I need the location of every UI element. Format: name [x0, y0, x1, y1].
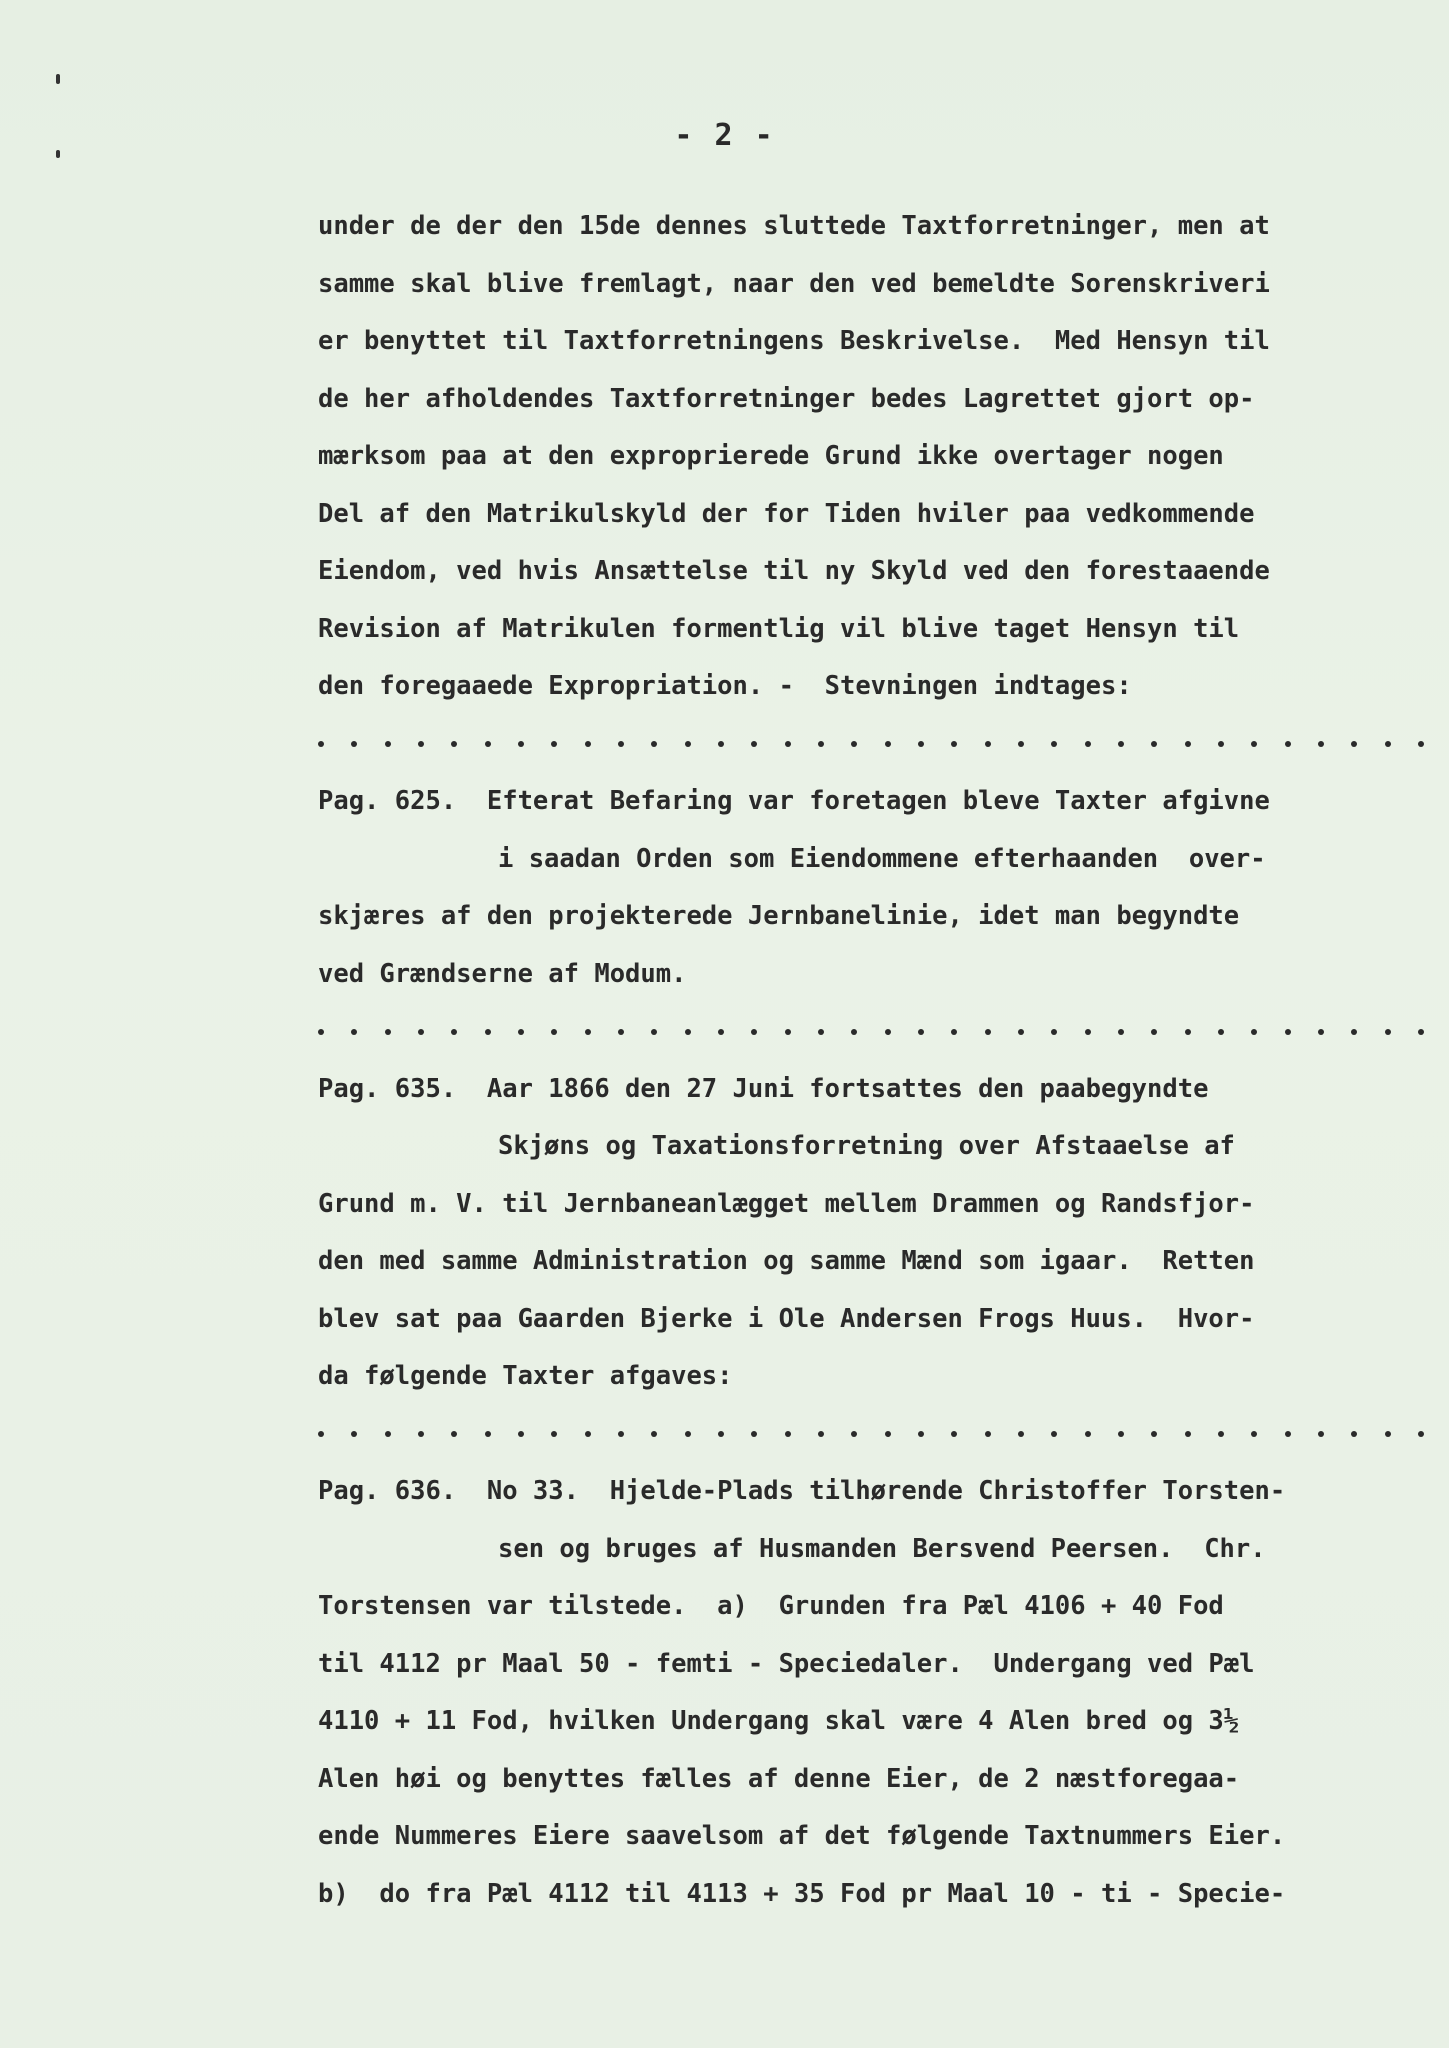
text-line: Del af den Matrikulskyld der for Tiden hviler paa vedkommende — [318, 498, 1255, 529]
text-line: blev sat paa Gaarden Bjerke i Ole Andersen Frogs Huus. Hvor- — [318, 1303, 1255, 1334]
page-number: - 2 - — [674, 118, 775, 153]
text-line: da følgende Taxter afgaves: — [318, 1361, 733, 1391]
text-line: i saadan Orden som Eiendommene efterhaanden over- — [498, 843, 1266, 874]
dotted-separator — [318, 1003, 1428, 1061]
text-line: den foregaaede Expropriation. - Stevningen indtages: — [318, 671, 1132, 701]
text-line: Pag. 635. Aar 1866 den 27 Juni fortsattes den paabegyndte — [318, 1073, 1209, 1104]
text-line: sen og bruges af Husmanden Bersvend Peersen. Chr. — [498, 1533, 1266, 1564]
text-line: Revision af Matrikulen formentlig vil blive taget Hensyn til — [318, 613, 1240, 644]
margin-mark — [56, 74, 60, 84]
text-line: Eiendom, ved hvis Ansættelse til ny Skyld ved den forestaaende — [318, 556, 1270, 586]
text-line: skjæres af den projekterede Jernbanelinie, idet man begyndte — [318, 901, 1240, 931]
text-line: Alen høi og benyttes fælles af denne Eier, de 2 næstforegaa- — [318, 1763, 1240, 1794]
document-body — [318, 198, 1428, 1923]
text-line: 4110 + 11 Fod, hvilken Undergang skal være 4 Alen bred og 3½ — [318, 1706, 1240, 1736]
text-line: samme skal blive fremlagt, naar den ved bemeldte Sorenskriveri — [318, 268, 1270, 299]
text-line: Skjøns og Taxationsforretning over Afstaaelse af — [498, 1131, 1235, 1161]
dotted-separator — [318, 716, 1428, 774]
text-line: mærksom paa at den exproprierede Grund ikke overtager nogen — [318, 441, 1224, 471]
text-line: Torstensen var tilstede. a) Grunden fra Pæl 4106 + 40 Fod — [318, 1591, 1224, 1621]
text-line: b) do fra Pæl 4112 til 4113 + 35 Fod pr Maal 10 - ti - Specie- — [318, 1878, 1286, 1909]
dotted-separator — [318, 1406, 1428, 1464]
text-line: de her afholdendes Taxtforretninger bedes Lagrettet gjort op- — [318, 383, 1255, 414]
text-line: ved Grændserne af Modum. — [318, 958, 687, 989]
text-line: Pag. 636. No 33. Hjelde-Plads tilhørende Christoffer Torsten- — [318, 1476, 1286, 1506]
text-line: er benyttet til Taxtforretningens Beskrivelse. Med Hensyn til — [318, 326, 1270, 356]
text-line: den med samme Administration og samme Mænd som igaar. Retten — [318, 1246, 1255, 1276]
text-line: under de der den 15de dennes sluttede Taxtforretninger, men at — [318, 211, 1270, 241]
text-line: til 4112 pr Maal 50 - femti - Speciedaler. Undergang ved Pæl — [318, 1648, 1255, 1679]
text-line: Pag. 625. Efterat Befaring var foretagen bleve Taxter afgivne — [318, 786, 1270, 816]
text-line: Grund m. V. til Jernbaneanlægget mellem Drammen og Randsfjor- — [318, 1188, 1255, 1219]
text-line: ende Nummeres Eiere saavelsom af det følgende Taxtnummers Eier. — [318, 1821, 1286, 1851]
